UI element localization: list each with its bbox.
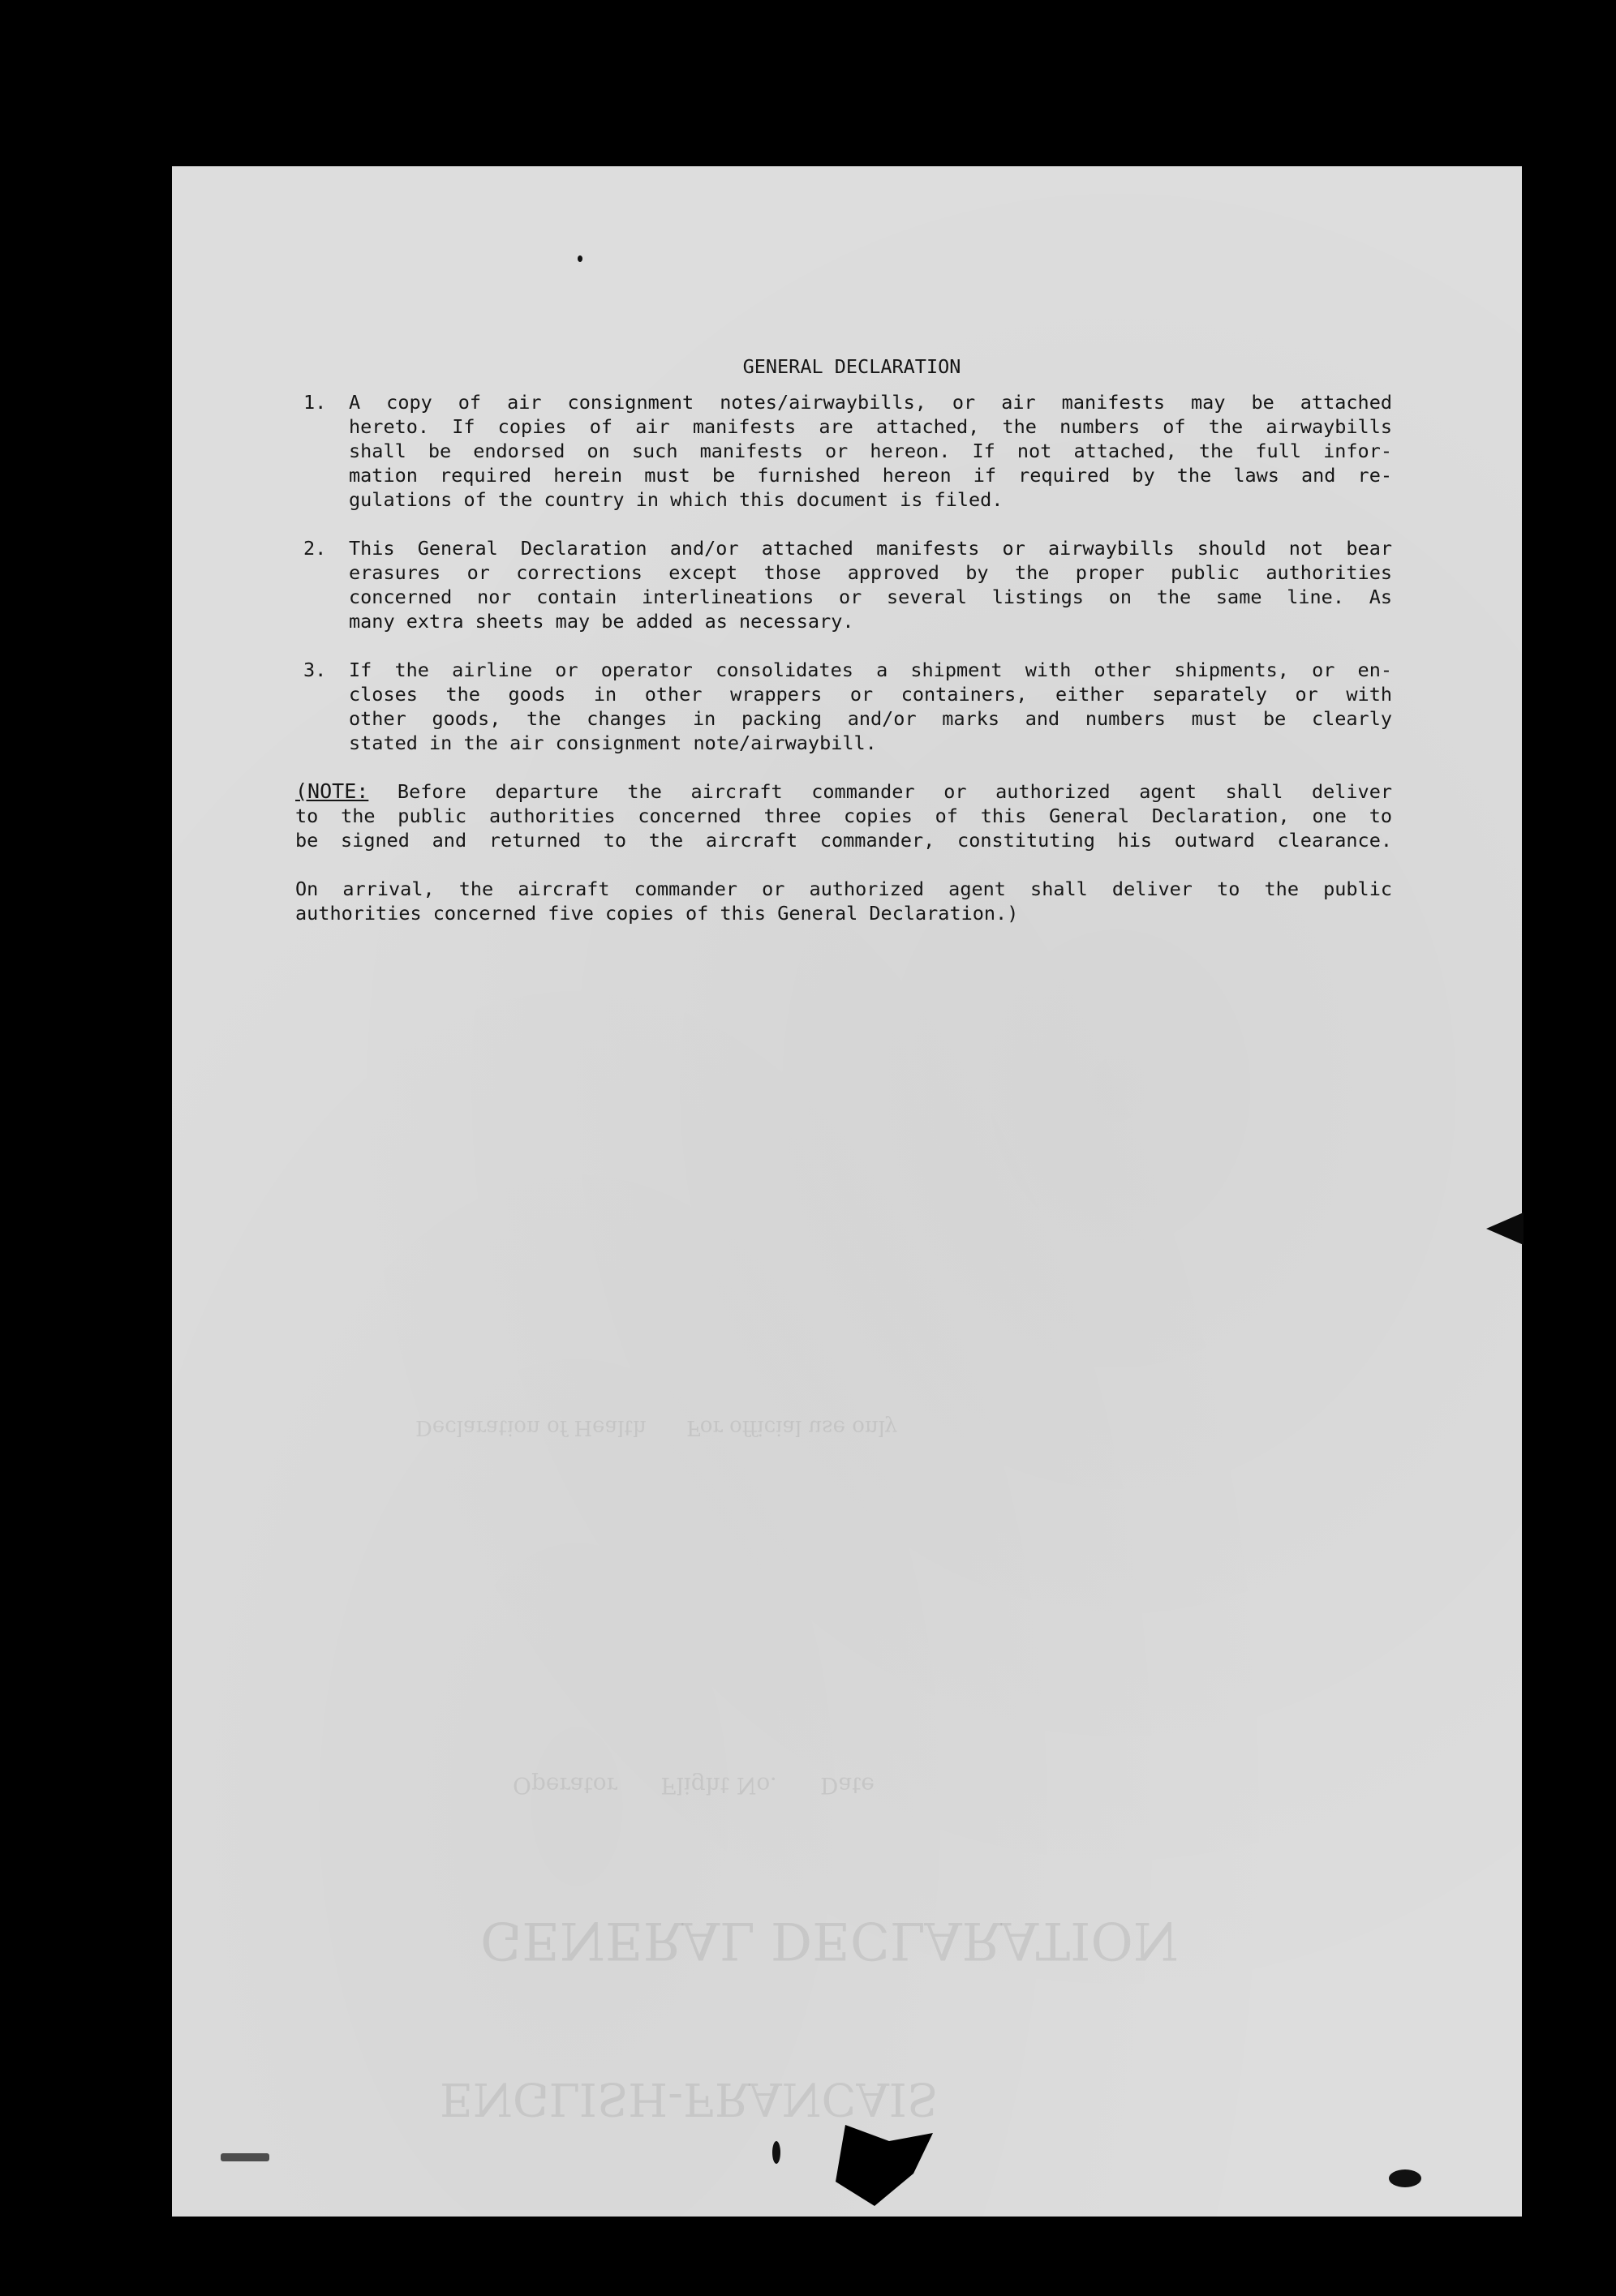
text-line: stated in the air consignment note/airwaybill.	[349, 732, 877, 754]
departure-note	[295, 779, 1392, 852]
item-number: 3.	[303, 659, 327, 681]
item-number: 1.	[303, 391, 327, 414]
text-line: This General Declaration and/or attached manifests or airwaybills should not bear	[349, 537, 1392, 560]
text-line: A copy of air consignment notes/airwaybills, or air manifests may be attached	[349, 391, 1392, 414]
bleed-through-heading: GENERAL DECLARATION	[480, 1910, 1179, 1970]
item-text	[349, 658, 1392, 755]
bleed-through-text: Operator Flight No. Date	[513, 1772, 875, 1799]
text-line: hereto. If copies of air manifests are attached, the numbers of the airwaybills	[349, 415, 1392, 438]
declaration-text	[295, 354, 1392, 950]
text-line: many extra sheets may be added as necessary.	[349, 610, 854, 633]
ink-smudge	[772, 2141, 780, 2164]
note-line-text: Before departure the aircraft commander or authorized agent shall deliver	[368, 780, 1392, 803]
text-line: gulations of the country in which this document is filed.	[349, 488, 1004, 511]
ink-smudge	[221, 2153, 269, 2161]
instruction-item-1	[295, 390, 1392, 512]
note-line: be signed and returned to the aircraft commander, constituting his outward clearance.	[295, 829, 1392, 852]
note-lead: (NOTE:	[295, 779, 369, 803]
bleed-through-text-3: ENGLISH-FRANCAIS	[440, 2072, 939, 2125]
instruction-item-3	[295, 658, 1392, 755]
item-text	[349, 390, 1392, 512]
ink-smudge	[578, 255, 582, 262]
arrival-note	[295, 877, 1392, 925]
item-text	[349, 536, 1392, 633]
text-line: shall be endorsed on such manifests or hereon. If not attached, the full infor-	[349, 440, 1392, 462]
text-line: other goods, the changes in packing and/or marks and numbers must be clearly	[349, 707, 1392, 730]
item-number: 2.	[303, 537, 327, 560]
document-page	[172, 166, 1522, 2217]
instruction-item-2	[295, 536, 1392, 633]
note-line	[295, 779, 1392, 804]
bleed-through-text-2: Declaration of Health For official use only	[415, 1415, 897, 1440]
note-line: On arrival, the aircraft commander or authorized agent shall deliver to the public	[295, 878, 1392, 900]
text-line: closes the goods in other wrappers or containers, either separately or with	[349, 683, 1392, 706]
text-line: concerned nor contain interlineations or several listings on the same line. As	[349, 586, 1392, 608]
page-title: GENERAL DECLARATION	[742, 355, 961, 378]
note-line: to the public authorities concerned three copies of this General Declaration, one to	[295, 805, 1392, 827]
text-line: If the airline or operator consolidates a shipment with other shipments, or en-	[349, 659, 1392, 681]
text-line: erasures or corrections except those approved by the proper public authorities	[349, 561, 1392, 584]
ink-smudge	[1389, 2169, 1421, 2187]
note-line: authorities concerned five copies of this General Declaration.)	[295, 902, 1019, 925]
text-line: mation required herein must be furnished hereon if required by the laws and re-	[349, 464, 1392, 487]
scan-edge-mark	[1486, 1212, 1524, 1245]
